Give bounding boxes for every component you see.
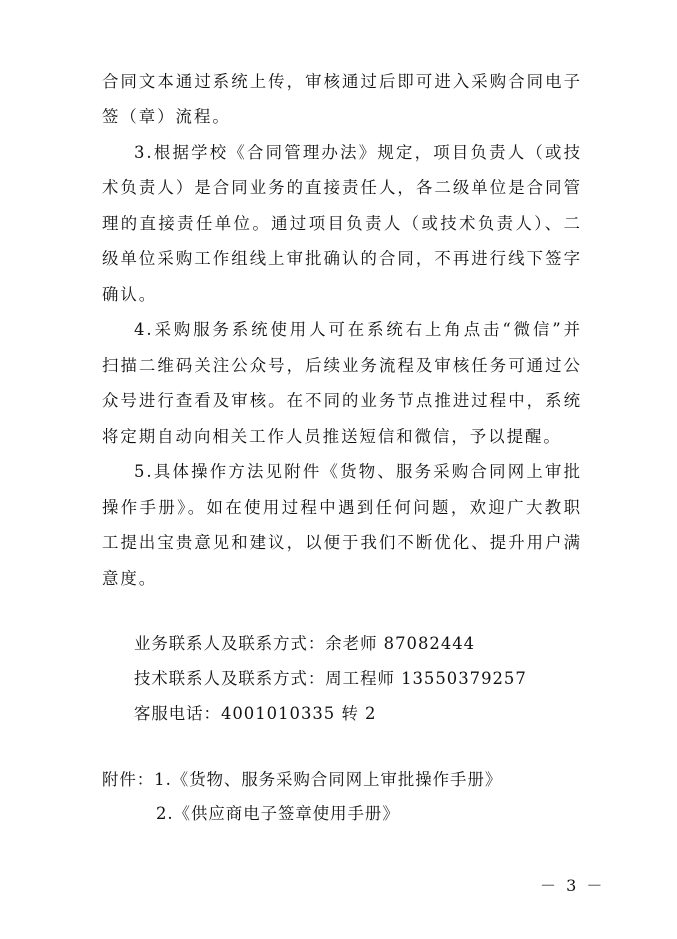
- text-line: 扫描二维码关注公众号，后续业务流程及审核任务可通过公: [102, 356, 582, 375]
- text-line: 工提出宝贵意见和建议，以便于我们不断优化、提升用户满: [102, 533, 582, 552]
- text-line: 5.具体操作方法见附件《货物、服务采购合同网上审批: [134, 462, 582, 481]
- customer-service-phone: 客服电话：4001010335 转 2: [134, 704, 377, 723]
- technical-contact: 技术联系人及联系方式：周工程师 13550379257: [134, 669, 527, 688]
- text-line: 术负责人）是合同业务的直接责任人，各二级单位是合同管: [102, 178, 582, 197]
- page-number: － 3 －: [540, 876, 605, 895]
- text-line: 合同文本通过系统上传，审核通过后即可进入采购合同电子: [102, 72, 582, 91]
- text-line: 操作手册》。如在使用过程中遇到任何问题，欢迎广大教职: [102, 498, 582, 517]
- text-line: 理的直接责任单位。通过项目负责人（或技术负责人）、二: [102, 214, 582, 233]
- text-line: 3.根据学校《合同管理办法》规定，项目负责人（或技: [134, 143, 582, 162]
- text-line: 级单位采购工作组线上审批确认的合同，不再进行线下签字: [102, 249, 582, 268]
- business-contact: 业务联系人及联系方式：余老师 87082444: [134, 634, 476, 653]
- text-line: 签（章）流程。: [102, 107, 231, 126]
- text-line: 意度。: [102, 569, 158, 588]
- text-line: 确认。: [102, 285, 158, 304]
- text-line: 4.采购服务系统使用人可在系统右上角点击“微信”并: [134, 320, 582, 339]
- text-line: 将定期自动向相关工作人员推送短信和微信，予以提醒。: [102, 427, 562, 446]
- attachment-item-2: 2.《供应商电子签章使用手册》: [156, 804, 400, 823]
- attachment-item-1: 附件：1.《货物、服务采购合同网上审批操作手册》: [102, 770, 503, 789]
- text-line: 众号进行查看及审核。在不同的业务节点推进过程中，系统: [102, 391, 582, 410]
